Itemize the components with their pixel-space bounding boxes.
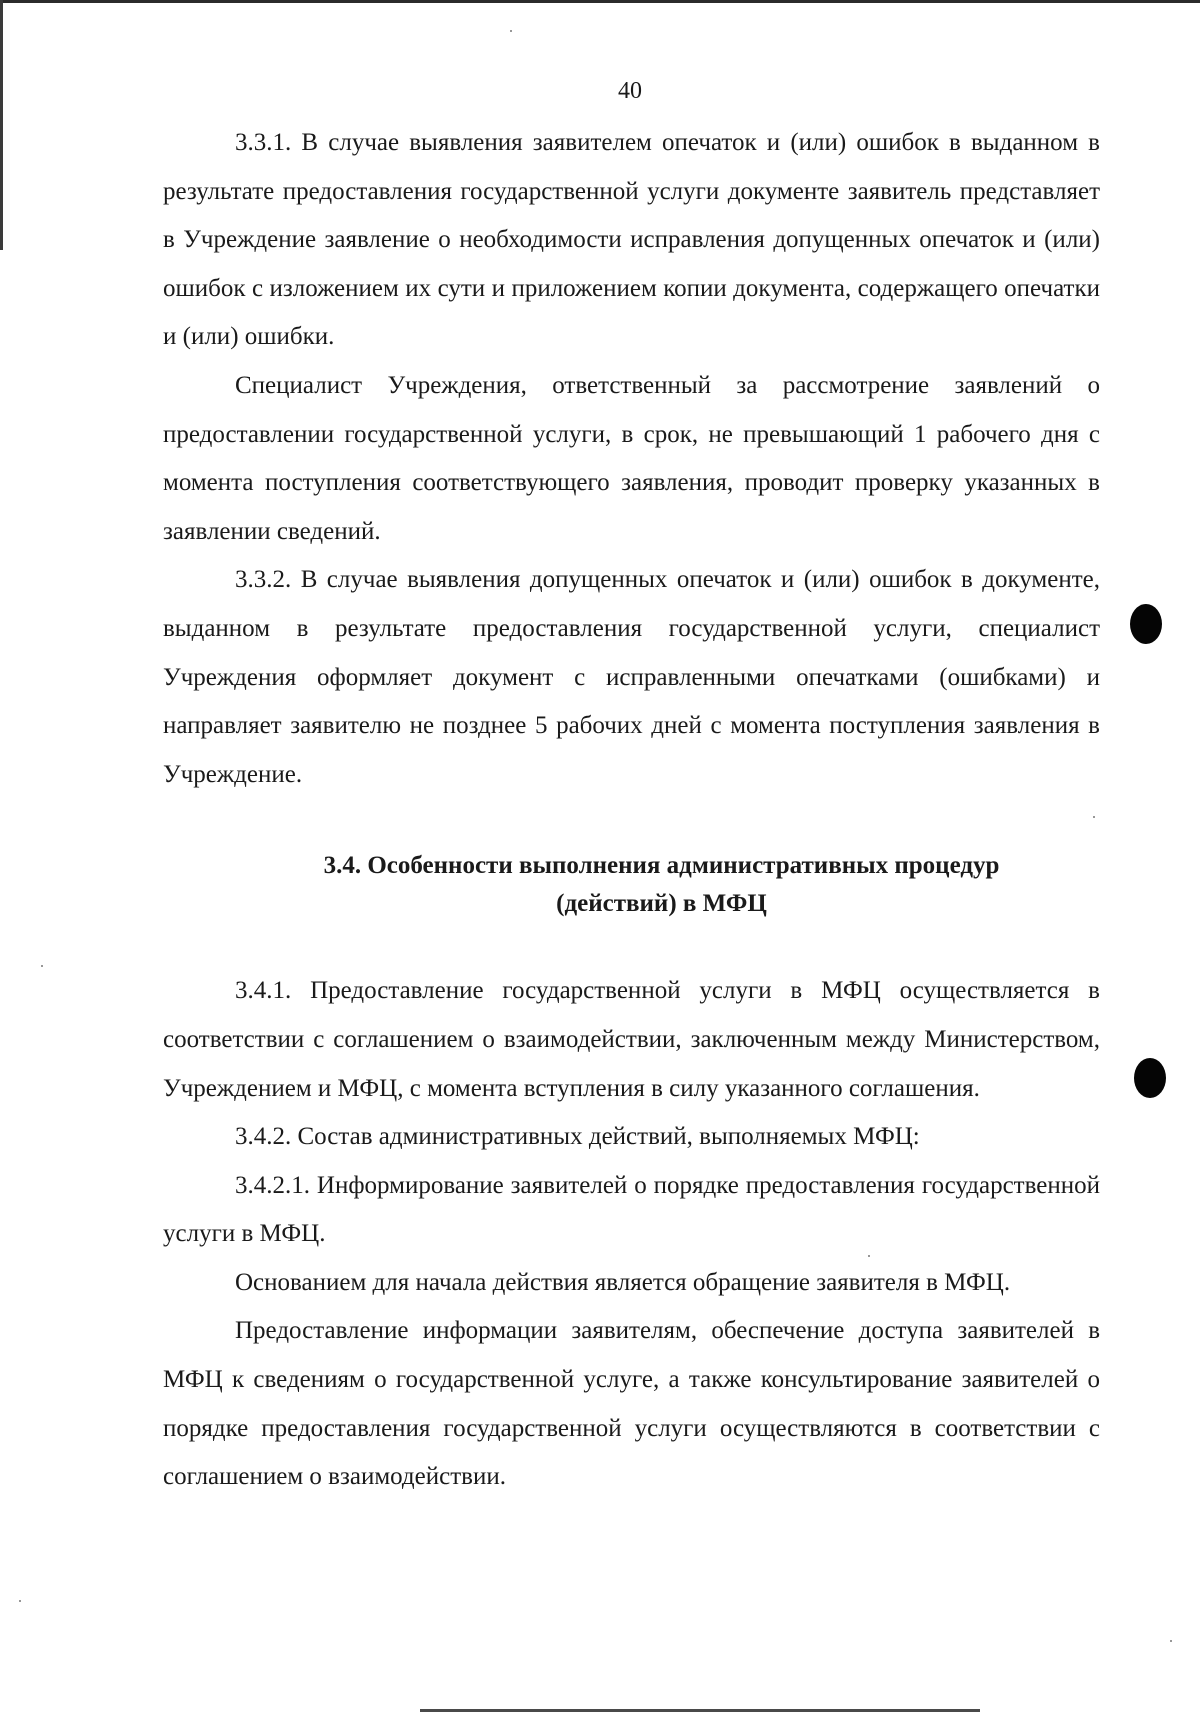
paragraph-basis: Основанием для начала действия является обращение заявителя в МФЦ. xyxy=(235,1268,1011,1296)
scan-edge-bottom xyxy=(420,1709,980,1712)
scan-speck xyxy=(868,1255,870,1257)
scan-speck xyxy=(510,30,512,32)
paragraph-3-4-2-1: 3.4.2.1. Информирование заявителей о порядке предоставления государственной услуги в МФЦ. xyxy=(163,1171,1100,1248)
section-heading-3-4 xyxy=(163,847,1100,923)
paragraph-information: Предоставление информации заявителям, обеспечение доступа заявителей в МФЦ к сведениям о государственной услуге, а также консультирование заявителей о порядке предоставления государственной услуги осуществляются в соответствии с соглашением о взаимодействии. xyxy=(163,1317,1100,1491)
paragraph-specialist-check: Специалист Учреждения, ответственный за рассмотрение заявлений о предоставлении государственной услуги, в срок, не превышающий 1 рабочего дня с момента поступления соответствующего заявления, проводит проверку указанных в заявлении сведений. xyxy=(163,371,1100,545)
page-number: 40 xyxy=(618,78,642,104)
paragraph-3-4-2: 3.4.2. Состав административных действий, выполняемых МФЦ: xyxy=(235,1123,920,1151)
scan-speck xyxy=(1093,816,1095,818)
section-heading-line-1: 3.4. Особенности выполнения административных процедур xyxy=(323,852,1000,880)
scan-speck xyxy=(41,965,43,967)
scan-edge-top xyxy=(0,0,1200,3)
scan-speck xyxy=(1170,1640,1172,1642)
section-heading-line-2: (действий) в МФЦ xyxy=(556,890,767,918)
punch-hole-mark xyxy=(1134,1058,1166,1098)
scan-speck xyxy=(19,1600,21,1602)
document-body xyxy=(163,119,1100,1502)
paragraph-3-4-1: 3.4.1. Предоставление государственной услуги в МФЦ осуществляется в соответствии с соглашением о взаимодействии, заключенным между Министерством, Учреждением и МФЦ, с момента вступления в силу указанного соглашения. xyxy=(163,977,1100,1102)
paragraph-3-3-2: 3.3.2. В случае выявления допущенных опечаток и (или) ошибок в документе, выданном в результате предоставления государственной услуги, специалист Учреждения оформляет документ с исправленными опечатками (ошибками) и направляет заявителю не позднее 5 рабочих дней с момента поступления заявления в Учреждение. xyxy=(163,566,1100,788)
punch-hole-mark xyxy=(1130,604,1162,644)
scan-edge-left xyxy=(0,0,3,250)
paragraph-3-3-1: 3.3.1. В случае выявления заявителем опечаток и (или) ошибок в выданном в результате предоставления государственной услуги документе заявитель представляет в Учреждение заявление о необходимости исправления допущенных опечаток и (или) ошибок с изложением их сути и приложением копии документа, содержащего опечатки и (или) ошибки. xyxy=(163,129,1100,351)
